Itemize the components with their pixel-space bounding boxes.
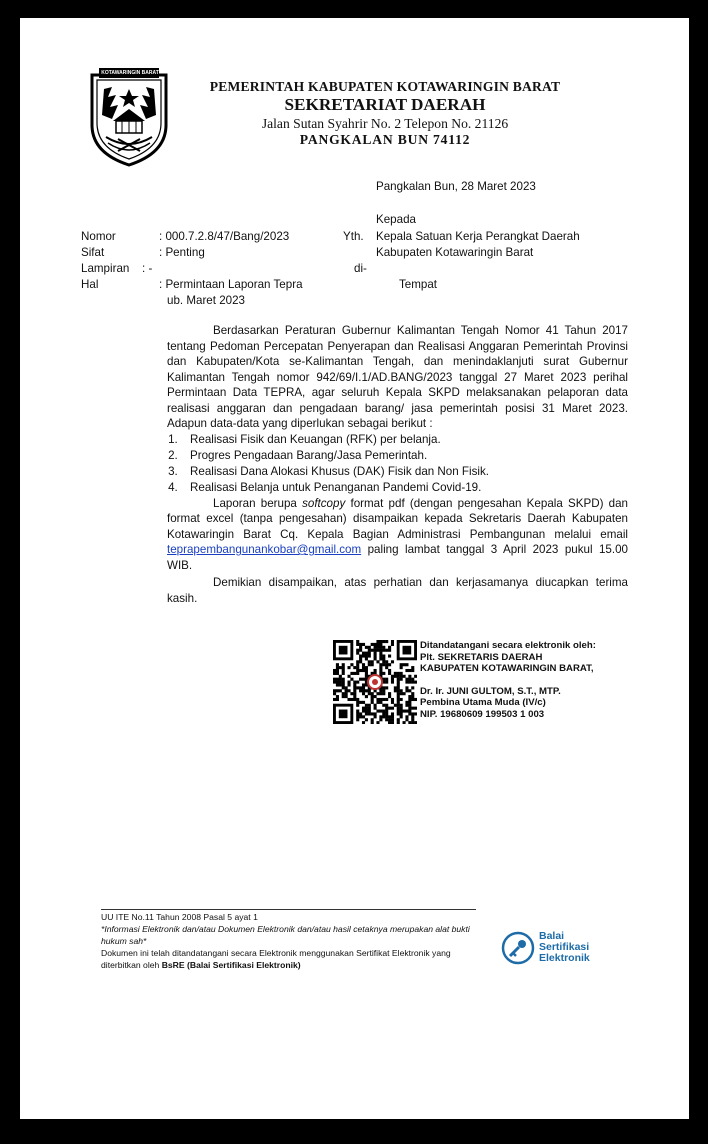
- footer-divider: [101, 909, 476, 910]
- email-link[interactable]: teprapembangunankobar@gmail.com: [167, 543, 362, 556]
- meta-nomor-value: : 000.7.2.8/47/Bang/2023: [159, 230, 290, 243]
- paragraph-2-text-a: Laporan berupa: [213, 496, 303, 510]
- list-item: 1. Realisasi Fisik dan Keuangan (RFK) per belanja.: [181, 432, 628, 448]
- footer-law-reference: UU ITE No.11 Tahun 2008 Pasal 5 ayat 1: [101, 912, 258, 922]
- signature-position: Plt. SEKRETARIS DAERAH: [420, 651, 543, 663]
- signatory-rank: Pembina Utama Muda (IV/c): [420, 697, 546, 708]
- bsre-logo-text: [539, 931, 590, 964]
- paragraph-2: [167, 496, 628, 574]
- letterhead-city: PANGKALAN BUN 74112: [299, 132, 471, 147]
- bsre-text-3: Elektronik: [539, 952, 590, 964]
- recipient-line-1: Kepala Satuan Kerja Perangkat Daerah: [376, 230, 580, 243]
- bsre-key-icon: [501, 931, 535, 965]
- bsre-text-2: Sertifikasi: [539, 941, 590, 953]
- recipient-kepada: Kepada: [376, 213, 416, 226]
- meta-hal-label: Hal: [81, 278, 99, 291]
- footer-legal-note: [101, 911, 476, 971]
- letterhead-office: SEKRETARIAT DAERAH: [284, 95, 486, 114]
- letter-page: [20, 18, 689, 1119]
- letterhead: [170, 79, 600, 148]
- recipient-place: Tempat: [399, 278, 438, 291]
- regency-emblem-icon: [88, 65, 170, 167]
- paragraph-3: Demikian disampaikan, atas perhatian dan kerjasamanya diucapkan terima kasih.: [167, 576, 628, 605]
- list-item: 3. Realisasi Dana Alokasi Khusus (DAK) Fisik dan Non Fisik.: [181, 464, 628, 480]
- bsre-logo: [501, 923, 616, 973]
- meta-lampiran-value: : -: [142, 262, 153, 275]
- list-item: 4. Realisasi Belanja untuk Penanganan Pandemi Covid-19.: [181, 480, 628, 496]
- footer-bsre-statement: [101, 947, 476, 971]
- footer-bsre-text: Dokumen ini telah ditandatangani secara Elektronik menggunakan Sertifikat Elektronik yang diterbitkan oleh: [101, 948, 451, 970]
- signatory-nip: NIP. 19680609 199503 1 003: [420, 708, 545, 720]
- paragraph-1: Berdasarkan Peraturan Gubernur Kalimantan Tengah Nomor 41 Tahun 2017 tentang Pedoman Percepatan Penyerapan dan Realisasi Anggaran Pemerintah Provinsi dan Kabupaten/Kota se-Kalimantan Tengah, dan menindaklanjuti surat Gubernur Kalimantan Tengah nomor 942/69/I.1/AD.BANG/2023 tanggal 27 Maret 2023 perihal Permintaan Data TEPRA, agar seluruh Kepala SKPD melaksanakan pelaporan data realisasi anggaran dan pengadaan barang/ jasa pemerintah posisi 31 Maret 2023. Adapun data-data yang diperlukan sebagai berikut :: [167, 324, 628, 430]
- paragraph-2-emphasis: softcopy: [302, 496, 346, 510]
- paragraph-2-text-b: format pdf (dengan pengesahan Kepala SKPD) dan format excel (tanpa pengesahan) disampaikan kepada Sekretaris Daerah Kabupaten Kotawaringin Barat Cq. Kepala Bagian Administrasi Pembangunan melalui email: [167, 496, 628, 541]
- letterhead-address: Jalan Sutan Syahrir No. 2 Telepon No. 21126: [261, 116, 509, 131]
- footer-legal-statement: *Informasi Elektronik dan/atau Dokumen Elektronik dan/atau hasil cetaknya merupakan alat bukti hukum sah*: [101, 924, 470, 946]
- recipient-di: di-: [354, 262, 367, 275]
- required-data-list: [167, 432, 628, 496]
- meta-hal-value-1: : Permintaan Laporan Tepra: [159, 278, 303, 291]
- recipient-line-2: Kabupaten Kotawaringin Barat: [376, 246, 534, 259]
- paragraph-2-text-c: paling lambat tanggal 3 April 2023 pukul 15.00 WIB.: [167, 543, 628, 572]
- signature-institution: KABUPATEN KOTAWARINGIN BARAT,: [420, 663, 594, 674]
- meta-hal-value-2: ub. Maret 2023: [167, 294, 245, 307]
- meta-lampiran-label: Lampiran: [81, 262, 130, 275]
- electronic-signature: [333, 640, 633, 730]
- footer-bsre-name: BsRE (Balai Sertifikasi Elektronik): [161, 960, 301, 970]
- letterhead-government: PEMERINTAH KABUPATEN KOTAWARINGIN BARAT: [209, 79, 561, 94]
- meta-sifat-label: Sifat: [81, 246, 105, 259]
- bsre-text-1: Balai: [539, 930, 565, 942]
- meta-sifat-value: : Penting: [159, 246, 205, 259]
- letter-date: Pangkalan Bun, 28 Maret 2023: [376, 180, 536, 193]
- signature-caption: Ditandatangani secara elektronik oleh:: [420, 640, 596, 651]
- emblem-band-text: KOTAWARINGIN BARAT: [101, 70, 159, 76]
- list-item: 2. Progres Pengadaan Barang/Jasa Pemerintah.: [181, 448, 628, 464]
- recipient-yth: Yth.: [343, 230, 364, 243]
- signature-lines: [420, 640, 635, 720]
- signatory-name: Dr. Ir. JUNI GULTOM, S.T., MTP.: [420, 685, 561, 697]
- letter-body: [167, 323, 628, 606]
- qr-code-icon: [333, 640, 417, 724]
- meta-nomor-label: Nomor: [81, 230, 116, 243]
